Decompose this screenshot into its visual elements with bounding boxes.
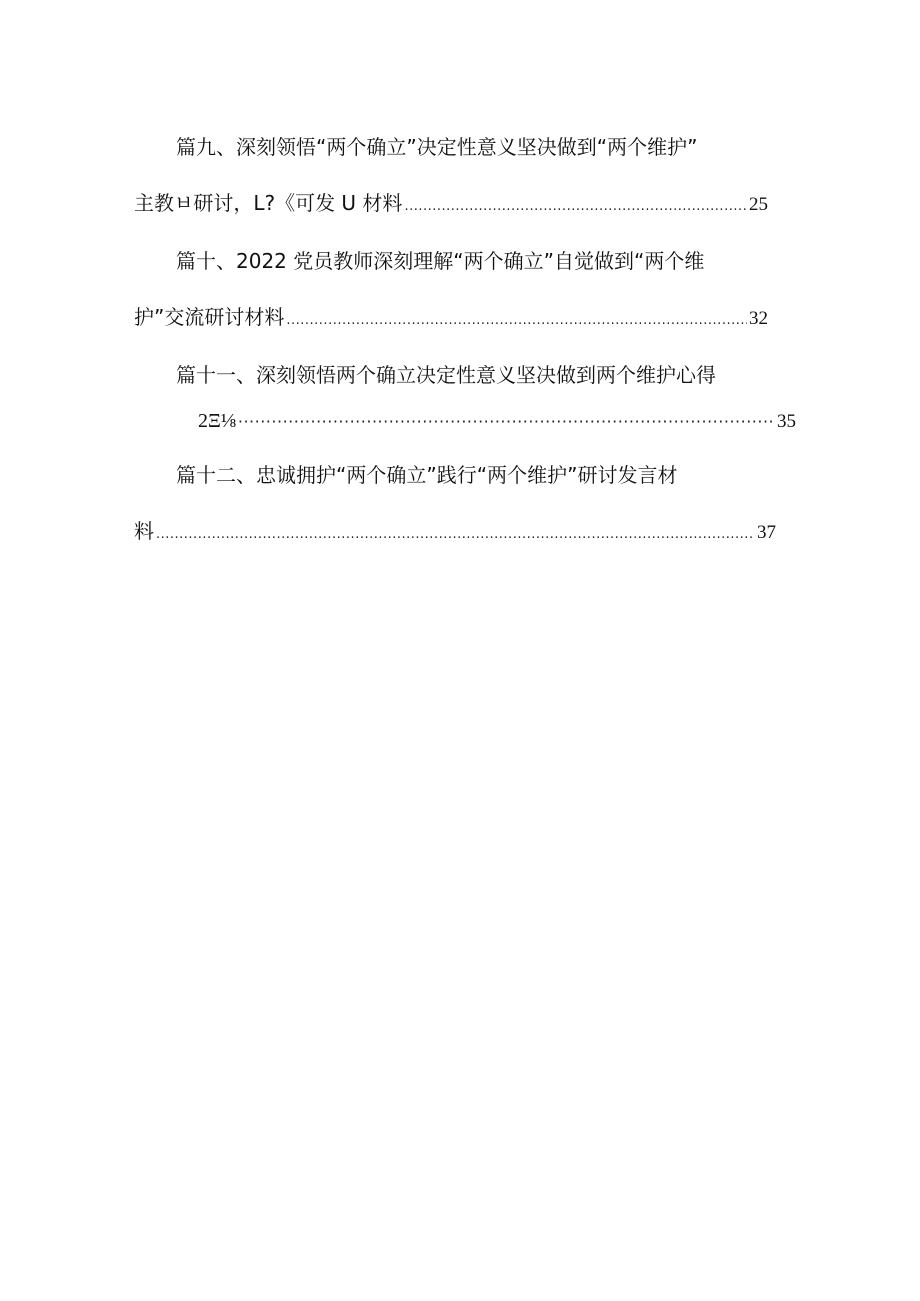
dot-leader (238, 405, 775, 438)
dot-leader (286, 304, 747, 334)
toc-page-number: 37 (757, 522, 776, 543)
toc-entry-title-text: 篇十一、深刻领悟两个确立决定性意义坚决做到两个维护心得 (176, 363, 716, 387)
toc-entry-title-text: 篇十二、忠诚拥护“两个确立”践行“两个维护”研讨发言材 (176, 463, 678, 487)
toc-entry-title-text: 护”交流研讨材料 (134, 305, 285, 329)
toc-entry-title-text: 2Ξ⅛ (198, 410, 236, 432)
toc-entry-title-text: 篇九、深刻领悟“两个确立”决定性意义坚决做到“两个维护” (176, 135, 698, 159)
toc-entry-11-title[interactable] (176, 358, 756, 392)
toc-page-number: 35 (777, 411, 796, 432)
toc-entry-10-title[interactable] (176, 244, 756, 278)
dot-leader (404, 190, 747, 220)
toc-entry-12-continuation[interactable] (134, 514, 776, 548)
toc-page-number: 25 (749, 194, 768, 215)
toc-entry-title-text: 篇十、2022 党员教师深刻理解“两个确立”自觉做到“两个维 (176, 249, 705, 273)
toc-entry-title-text: 主教ㅂ研讨，L?《可发 U 材料 (134, 191, 403, 215)
toc-page-number: 32 (749, 308, 768, 329)
toc-entry-11-continuation[interactable] (198, 404, 796, 438)
toc-entry-9-title[interactable] (176, 130, 756, 164)
dot-leader (156, 518, 755, 548)
toc-entry-9-continuation[interactable] (134, 186, 768, 220)
toc-entry-title-text: 料 (134, 519, 154, 543)
toc-entry-12-title[interactable] (176, 458, 756, 492)
toc-entry-10-continuation[interactable] (134, 300, 768, 334)
